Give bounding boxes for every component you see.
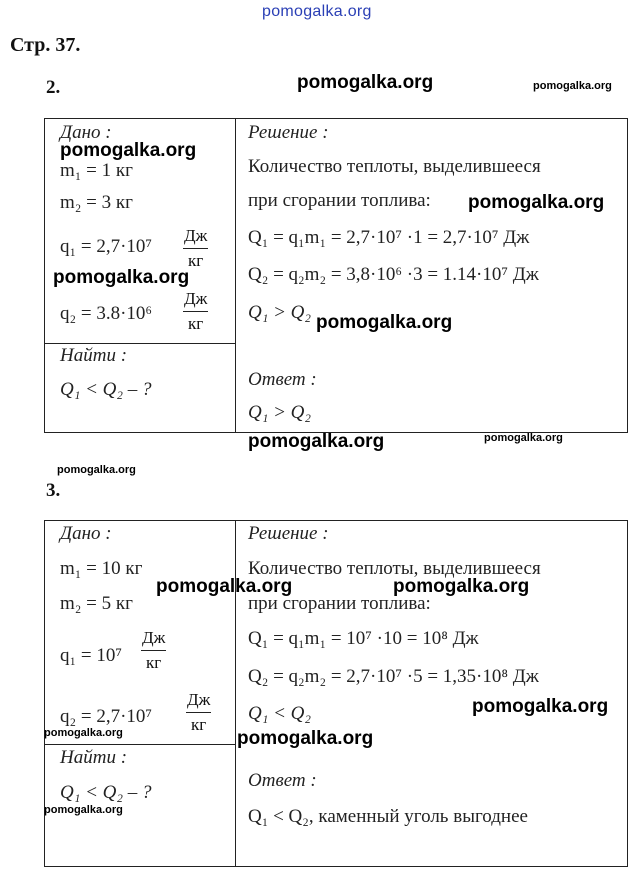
watermark: pomogalka.org bbox=[472, 696, 609, 717]
task-3-number: 3. bbox=[46, 480, 61, 501]
given-label: Дано : bbox=[60, 523, 112, 544]
q2-unit-fraction bbox=[183, 289, 208, 334]
given-m2: m₂ = 5 кг bbox=[60, 593, 133, 614]
find-expression: Q₁ < Q₂ – ? bbox=[60, 379, 152, 400]
given-label: Дано : bbox=[60, 122, 112, 143]
comparison: Q₁ < Q₂ bbox=[248, 703, 311, 724]
watermark-top: pomogalka.org bbox=[262, 3, 372, 20]
given-q1: q₁ = 10⁷ bbox=[60, 645, 122, 666]
equation-q1: Q₁ = q₁m₁ = 10⁷ ·10 = 10⁸ Дж bbox=[248, 628, 479, 649]
solution-label: Решение : bbox=[248, 122, 329, 143]
watermark: pomogalka.org bbox=[156, 576, 293, 597]
unit-numerator: Дж bbox=[141, 628, 166, 651]
find-expression: Q₁ < Q₂ – ? bbox=[60, 782, 152, 803]
watermark: pomogalka.org bbox=[53, 267, 190, 288]
solution-text-line: Количество теплоты, выделившееся bbox=[248, 156, 541, 177]
watermark: pomogalka.org bbox=[533, 80, 612, 92]
table-divider bbox=[44, 744, 235, 745]
answer-label: Ответ : bbox=[248, 770, 317, 791]
solution-text-line: при сгорании топлива: bbox=[248, 190, 431, 211]
watermark: pomogalka.org bbox=[316, 312, 453, 333]
q1-unit-fraction bbox=[141, 628, 166, 673]
given-q2: q₂ = 3.8·10⁶ bbox=[60, 303, 153, 324]
given-m1: m₁ = 1 кг bbox=[60, 160, 133, 181]
table-divider bbox=[235, 520, 236, 866]
solution-label: Решение : bbox=[248, 523, 329, 544]
watermark: pomogalka.org bbox=[57, 464, 136, 476]
given-q1: q₁ = 2,7·10⁷ bbox=[60, 236, 153, 257]
watermark: pomogalka.org bbox=[484, 432, 563, 444]
given-q2: q₂ = 2,7·10⁷ bbox=[60, 706, 153, 727]
unit-denominator: кг bbox=[188, 314, 204, 333]
find-label: Найти : bbox=[60, 345, 128, 366]
unit-denominator: кг bbox=[146, 653, 162, 672]
unit-numerator: Дж bbox=[186, 690, 211, 713]
equation-q2: Q₂ = q₂m₂ = 2,7·10⁷ ·5 = 1,35·10⁸ Дж bbox=[248, 666, 539, 687]
watermark: pomogalka.org bbox=[393, 576, 530, 597]
watermark: pomogalka.org bbox=[468, 192, 605, 213]
watermark: pomogalka.org bbox=[237, 728, 374, 749]
watermark: pomogalka.org bbox=[44, 804, 123, 816]
given-m2: m₂ = 3 кг bbox=[60, 192, 133, 213]
watermark: pomogalka.org bbox=[248, 431, 385, 452]
q2-unit-fraction bbox=[186, 690, 211, 735]
watermark: pomogalka.org bbox=[297, 72, 434, 93]
unit-numerator: Дж bbox=[183, 226, 208, 249]
table-divider bbox=[235, 118, 236, 432]
unit-denominator: кг bbox=[191, 715, 207, 734]
task-2-number: 2. bbox=[46, 77, 61, 98]
comparison: Q₁ > Q₂ bbox=[248, 302, 311, 323]
answer-value: Q₁ > Q₂ bbox=[248, 402, 311, 423]
find-label: Найти : bbox=[60, 747, 128, 768]
answer-label: Ответ : bbox=[248, 369, 317, 390]
q1-unit-fraction bbox=[183, 226, 208, 271]
page-heading: Стр. 37. bbox=[10, 34, 81, 56]
solution-text-line: при сгорании топлива: bbox=[248, 593, 431, 614]
table-divider bbox=[44, 343, 235, 344]
solution-text-line: Количество теплоты, выделившееся bbox=[248, 558, 541, 579]
watermark: pomogalka.org bbox=[60, 140, 197, 161]
equation-q2: Q₂ = q₂m₂ = 3,8·10⁶ ·3 = 1.14·10⁷ Дж bbox=[248, 264, 539, 285]
given-m1: m₁ = 10 кг bbox=[60, 558, 143, 579]
unit-numerator: Дж bbox=[183, 289, 208, 312]
unit-denominator: кг bbox=[188, 251, 204, 270]
watermark: pomogalka.org bbox=[44, 727, 123, 739]
answer-value: Q₁ < Q₂, каменный уголь выгоднее bbox=[248, 806, 528, 827]
equation-q1: Q₁ = q₁m₁ = 2,7·10⁷ ·1 = 2,7·10⁷ Дж bbox=[248, 227, 530, 248]
